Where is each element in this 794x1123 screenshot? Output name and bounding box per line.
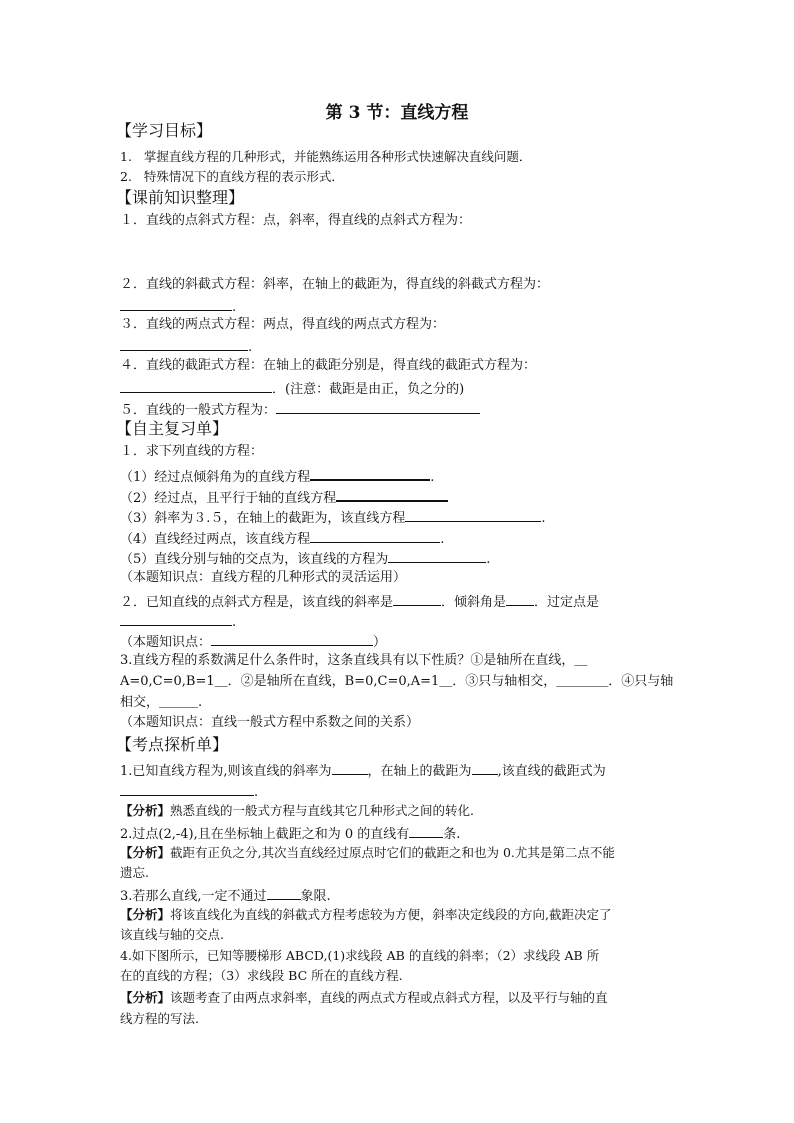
- page-title: 第 3 节：直线方程: [325, 103, 469, 123]
- answer-blank[interactable]: [310, 528, 440, 543]
- prestudy-item-2: ２．直线的斜截式方程：斜率，在轴上的截距为，得直线的斜截式方程为：: [120, 277, 550, 292]
- prestudy-item-4-answer: [120, 378, 680, 399]
- answer-blank[interactable]: [267, 885, 301, 900]
- analysis-question-4-line-1: 4.如下图所示，已知等腰梯形 ABCD,(1)求线段 AB 的直线的斜率；（2）求线段 AB 所: [120, 948, 600, 963]
- answer-blank[interactable]: [405, 507, 541, 522]
- answer-blank[interactable]: [310, 465, 430, 481]
- answer-blank[interactable]: [120, 296, 232, 311]
- answer-blank[interactable]: [332, 760, 368, 775]
- analysis-note-4-line-2: 线方程的写法.: [120, 1011, 199, 1026]
- section-heading-selfreview: 【自主复习单】: [116, 419, 229, 438]
- analysis-note-2-line-1: 【分析】截距有正负之分,其次当直线经过原点时它们的截距之和也为 0.尤其是第二点不能: [120, 845, 615, 860]
- answer-blank[interactable]: [336, 486, 448, 502]
- review-question-1-2: （2）经过点，且平行于轴的直线方程: [120, 486, 680, 508]
- review-question-1: １．求下列直线的方程：: [120, 444, 264, 459]
- answer-blank[interactable]: [120, 378, 272, 393]
- review-question-3-note: （本题知识点：直线一般式方程中系数之间的关系）: [120, 715, 420, 730]
- review-question-2-answer: .: [120, 611, 680, 632]
- review-question-1-5: （5）直线分别与轴的交点为，该直线的方程为 .: [120, 548, 680, 569]
- review-question-3-line-2: A=0,C=0,B=1＿．②是轴所在直线，B=0,C=0,A=1＿．③只与轴相交，＿＿＿＿．④只与轴: [120, 674, 674, 689]
- goal-item-2: [120, 168, 680, 186]
- prestudy-item-4-note: ．(注意：截距是由正，负之分的): [272, 382, 465, 397]
- goal-item-1: [120, 148, 680, 166]
- answer-blank[interactable]: [120, 781, 254, 796]
- section-heading-analysis: 【考点探析单】: [116, 735, 229, 754]
- review-question-2-note: （本题知识点： ）: [120, 631, 680, 652]
- analysis-note-3-line-2: 该直线与轴的交点.: [120, 927, 224, 942]
- prestudy-item-3: ３．直线的两点式方程：两点，得直线的两点式方程为：: [120, 317, 446, 332]
- answer-blank[interactable]: [120, 336, 248, 351]
- prestudy-item-3-answer: .: [120, 336, 680, 357]
- analysis-tag: 【分析】: [120, 845, 171, 860]
- prestudy-item-1: １．直线的点斜式方程：点，斜率，得直线的点斜式方程为：: [120, 213, 472, 228]
- review-question-3-line-3: 相交，＿＿＿.: [120, 695, 203, 710]
- answer-blank[interactable]: [211, 631, 373, 646]
- analysis-question-4-line-2: 在的直线的方程；（3）求线段 BC 所在的直线方程.: [120, 968, 403, 983]
- goal-text-1: 掌握直线方程的几种形式，并能熟练运用各种形式快速解决直线问题．: [143, 149, 532, 164]
- analysis-tag: 【分析】: [120, 803, 171, 818]
- analysis-note-2-line-2: 遗忘.: [120, 865, 149, 880]
- review-question-2: ２．已知直线的点斜式方程是，该直线的斜率是 ．倾斜角是 ．过定点是: [120, 591, 680, 612]
- review-question-3-line-1: 3.直线方程的系数满足什么条件时，这条直线具有以下性质？①是轴所在直线，＿: [120, 653, 588, 668]
- answer-blank[interactable]: [120, 611, 232, 626]
- review-question-1-3: （3）斜率为３.５，在轴上的截距为，该直线方程 .: [120, 507, 680, 528]
- goal-number-1: 1.: [120, 149, 132, 164]
- answer-blank[interactable]: [276, 399, 480, 414]
- analysis-question-1: 1.已知直线方程为,则该直线的斜率为 ，在轴上的截距为 ,该直线的截距式为: [120, 760, 680, 781]
- prestudy-item-5: ５．直线的一般式方程为：: [120, 399, 680, 420]
- answer-blank[interactable]: [472, 760, 498, 775]
- analysis-tag: 【分析】: [120, 907, 171, 922]
- review-question-1-1: （1）经过点倾斜角为的直线方程 .: [120, 465, 680, 487]
- analysis-question-3: 3.若那么直线,一定不通过 象限.: [120, 885, 680, 906]
- answer-blank[interactable]: [393, 591, 441, 606]
- goal-number-2: 2.: [120, 169, 132, 184]
- section-heading-prestudy: 【课前知识整理】: [116, 188, 245, 207]
- goal-text-2: 特殊情况下的直线方程的表示形式．: [143, 169, 344, 184]
- prestudy-item-4: ４．直线的截距式方程：在轴上的截距分别是，得直线的截距式方程为：: [120, 358, 537, 373]
- analysis-note-4-line-1: 【分析】该题考查了由两点求斜率，直线的两点式方程或点斜式方程，以及平行与轴的直: [120, 990, 608, 1005]
- answer-blank[interactable]: [506, 591, 534, 606]
- prestudy-item-2-answer: .: [120, 296, 680, 317]
- answer-blank[interactable]: [409, 823, 443, 838]
- analysis-note-1: 【分析】熟悉直线的一般式方程与直线其它几种形式之间的转化.: [120, 803, 474, 818]
- review-question-1-4: （4）直线经过两点，该直线方程 .: [120, 528, 680, 549]
- review-question-1-note: （本题知识点：直线方程的几种形式的灵活运用）: [120, 570, 407, 585]
- analysis-note-3-line-1: 【分析】将该直线化为直线的斜截式方程考虑较为方便，斜率决定线段的方向,截距决定了: [120, 907, 612, 922]
- analysis-tag: 【分析】: [120, 990, 171, 1005]
- answer-blank[interactable]: [388, 548, 486, 563]
- analysis-question-2: 2.过点(2,-4),且在坐标轴上截距之和为 0 的直线有 条.: [120, 823, 680, 844]
- analysis-question-1-answer: .: [120, 781, 680, 802]
- section-heading-goals: 【学习目标】: [116, 121, 213, 140]
